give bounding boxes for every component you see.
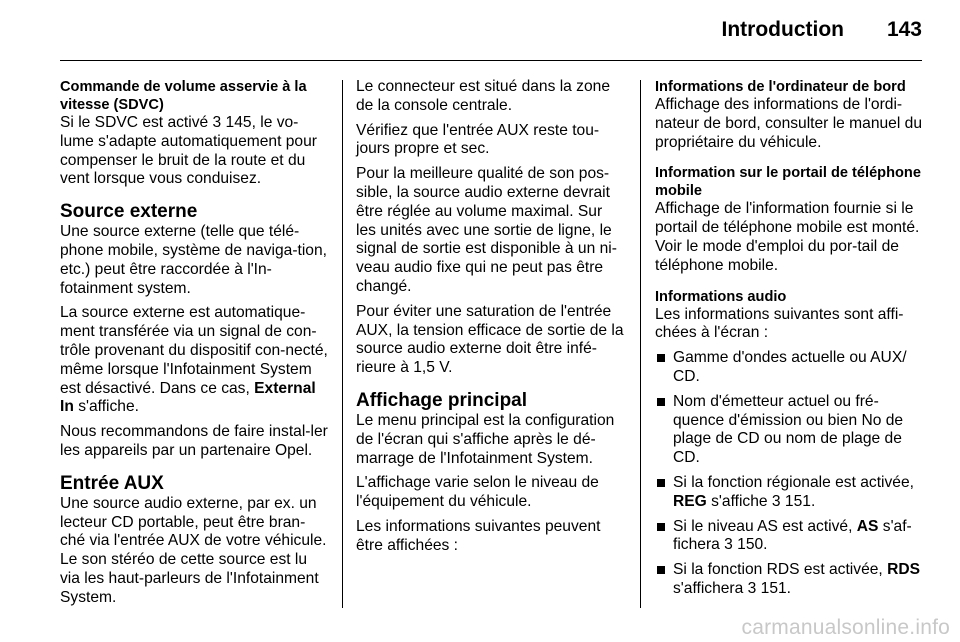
obc-heading: Informations de l'ordinateur de bord	[655, 79, 906, 95]
obc-text: Affichage des informations de l'ordi-nateur de bord, consulter le manuel du propriétaire du véhicule.	[655, 96, 922, 151]
phone-portal-heading: Information sur le portail de téléphone mobile	[655, 165, 921, 200]
aux-input-heading: Entrée AUX	[60, 472, 164, 494]
external-source-p1: Une source externe (telle que télé-phone mobile, système de naviga-tion, etc.) peut être raccordée à l'In-fotainment system.	[60, 223, 327, 297]
external-source-p2-a: La source externe est automatique-ment transférée via un signal de con-trôle provenant du dispositif con-necté, même lorsque l'Infotainment System est désactivé. Dans ce cas,	[60, 304, 328, 397]
list-item-text: 150.	[732, 536, 768, 554]
list-item	[655, 561, 925, 599]
list-item-text: Nom d'émetteur actuel ou fré-quence d'émission ou bien No de plage de CD ou nom de plage de CD.	[673, 392, 904, 467]
col2-p2: Vérifiez que l'entrée AUX reste tou-jours propre et sec.	[356, 121, 600, 158]
col2-p4: Pour éviter une saturation de l'entrée AUX, la tension efficace de sortie de la source audio externe doit être infé-rieure à 1,5 V.	[356, 302, 624, 377]
list-item	[655, 349, 925, 387]
audio-info-heading: Informations audio	[655, 288, 787, 305]
audio-info-text: Les informations suivantes sont affi-chées à l'écran :	[655, 305, 904, 342]
external-source-p2	[60, 304, 328, 417]
column-1	[60, 78, 328, 614]
page-header	[60, 16, 922, 60]
list-item-text: s'af-fichera	[673, 517, 912, 554]
list-item-text: s'affiche	[706, 492, 772, 510]
list-item-text: Si la fonction régionale est activée,	[673, 473, 914, 491]
watermark: carmanualsonline.info	[741, 616, 950, 639]
sdvc-paragraph	[60, 114, 328, 189]
col2-p1: Le connecteur est situé dans la zone de la console centrale.	[356, 78, 610, 114]
external-in-label: External In	[60, 379, 316, 416]
rds-label: RDS	[887, 561, 921, 579]
list-item	[655, 474, 925, 512]
list-item	[655, 393, 925, 468]
list-item	[655, 518, 925, 556]
main-display-heading: Affichage principal	[356, 389, 528, 411]
list-item-text: 151.	[756, 579, 792, 597]
bullet-square-icon	[657, 479, 665, 487]
sdvc-heading: Commande de volume asservie à la vitesse (SDVC)	[60, 79, 307, 113]
column-3	[655, 78, 925, 605]
bullet-square-icon	[657, 566, 665, 574]
bullet-square-icon	[657, 354, 665, 362]
header-rule	[60, 60, 922, 61]
bullet-square-icon	[657, 398, 665, 406]
col2-p7: Les informations suivantes peuvent être affichées :	[356, 517, 601, 554]
list-item-text: Si la fonction RDS est activée,	[673, 561, 888, 579]
as-label: AS	[856, 517, 879, 535]
page-ref-icon: 3	[771, 492, 781, 510]
audio-info-list	[655, 349, 925, 599]
external-source-p2-b: s'affiche.	[73, 398, 139, 416]
list-item-text: Gamme d'ondes actuelle ou AUX/ CD.	[673, 349, 907, 385]
sdvc-text-a: Si le SDVC est activé	[60, 114, 213, 131]
column-divider-1	[342, 80, 343, 608]
external-source-heading: Source externe	[60, 201, 198, 223]
page-ref-icon: 3	[212, 114, 222, 131]
page-number: 143	[886, 18, 922, 41]
col2-p6: L'affichage varie selon le niveau de l'équipement du véhicule.	[356, 474, 599, 511]
reg-label: REG	[673, 492, 707, 510]
aux-input-p1: Une source audio externe, par ex. un lecteur CD portable, peut être bran-ché via l'entrée AUX de votre véhicule. Le son stéréo de cette source est lu via les haut-parleurs de l'Infotainment System.	[60, 494, 327, 606]
list-item-text: s'affichera	[673, 579, 748, 597]
col2-p3: Pour la meilleure qualité de son pos-sible, la source audio externe devrait être réglée au volume maximal. Sur les unités avec une sortie de ligne, le signal de sortie est disponible à un ni-veau audio fixe qui ne peut pas être changé.	[356, 165, 617, 295]
external-source-p3: Nous recommandons de faire instal-ler les appareils par un partenaire Opel.	[60, 423, 328, 459]
phone-portal-text: Affichage de l'information fournie si le portail de téléphone mobile est monté. Voir le mode d'emploi du por-tail de téléphone mobile.	[655, 200, 920, 274]
bullet-square-icon	[657, 523, 665, 531]
section-title: Introduction	[721, 18, 844, 41]
page-ref-icon: 3	[747, 579, 757, 597]
page-ref-icon: 3	[724, 536, 733, 554]
column-divider-2	[640, 80, 641, 608]
column-2	[356, 78, 626, 562]
col2-p5: Le menu principal est la configuration de l'écran qui s'affiche après le dé-marrage de l'Infotainment System.	[356, 411, 615, 467]
sdvc-text-b: 145, le vo-lume s'adapte automatiquement pour compenser le bruit de la route et du vent lorsque vous conduisez.	[60, 114, 317, 188]
list-item-text: 151.	[780, 492, 816, 510]
list-item-text: Si le niveau AS est activé,	[673, 517, 857, 535]
